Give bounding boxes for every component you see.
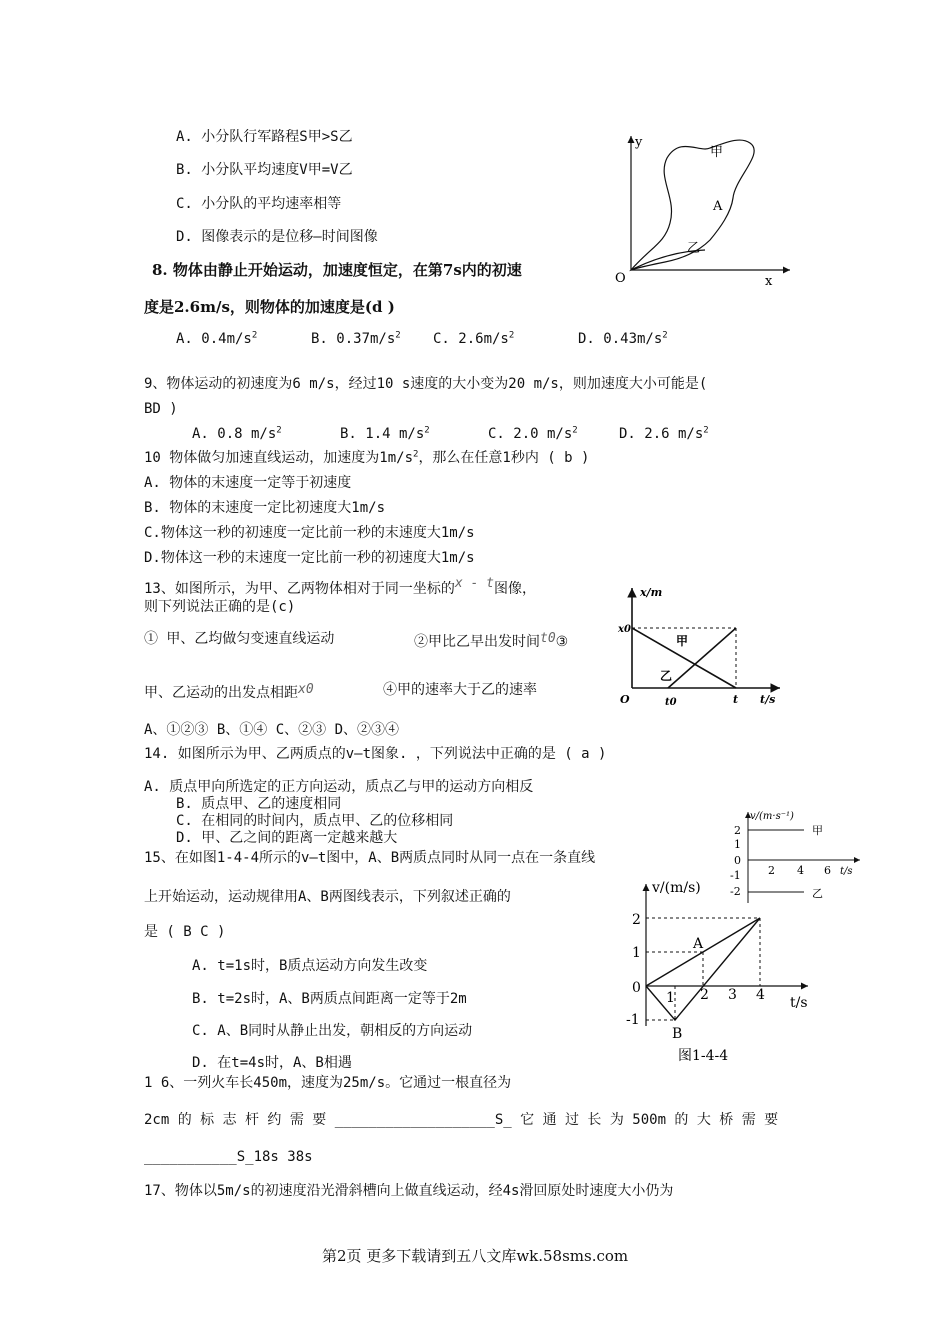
x0-label: x0 <box>618 624 631 635</box>
a-label: A <box>693 936 704 952</box>
y-label: v/(m/s) <box>652 880 701 896</box>
q14-option-c: C. 在相同的时间内，质点甲、乙的位移相同 <box>176 813 454 829</box>
svg-text:-1: -1 <box>730 869 741 882</box>
q8-option-c: C. $2.6m/s^2$ <box>433 330 515 347</box>
q7-option-d: D. 图像表示的是位移—时间图像 <box>176 229 378 245</box>
q10-stem: 10 物体做匀加速直线运动，加速度为$1m/s^2$，那么在任意1秒内 ( b ) <box>144 449 590 466</box>
svg-text:3: 3 <box>728 987 737 1003</box>
q17-line1: 17、物体以5m/s的初速度沿光滑斜槽向上做直线运动，经4s滑回原处时速度大小仍为 <box>144 1183 674 1199</box>
q15-option-b: B. t=2s时，A、B两质点间距离一定等于2m <box>192 991 467 1007</box>
q15-line2: 上开始运动，运动规律用A、B两图线表示，下列叙述正确的 <box>144 889 511 905</box>
svg-text:-1: -1 <box>626 1012 640 1028</box>
q7-option-b: B. 小分队平均速度V甲=V乙 <box>176 162 353 178</box>
x-label: x <box>765 274 773 289</box>
q9-line1: 9、物体运动的初速度为6 m/s，经过10 s速度的大小变为20 m/s，则加速度大小可能是( <box>144 376 708 392</box>
jia-label: 甲 <box>710 145 724 160</box>
q10-option-d: D.物体这一秒的末速度一定比前一秒的初速度大1m/s <box>144 550 475 566</box>
q9-option-a: A. 0.8 $m/s^2$ <box>192 425 282 442</box>
q13-figure <box>612 582 797 710</box>
y-label: y <box>635 135 643 150</box>
q7-option-a: A. 小分队行军路程S甲>S乙 <box>176 129 353 145</box>
q8-line2: 度是2.6m/s，则物体的加速度是(d ) <box>144 298 395 316</box>
q10-option-b: B. 物体的末速度一定比初速度大1m/s <box>144 500 386 516</box>
q9-line2: BD ) <box>144 401 178 417</box>
y-label: x/m <box>640 586 663 599</box>
svg-text:2: 2 <box>632 912 641 928</box>
q7-option-c: C. 小分队的平均速率相等 <box>176 196 342 212</box>
svg-text:4: 4 <box>756 987 765 1003</box>
q8-option-a: A. $0.4m/s^2$ <box>176 330 258 347</box>
svg-text:-2: -2 <box>730 885 741 898</box>
q16-line3: ___________S_18s 38s <box>144 1149 313 1165</box>
q13-options: A、①②③ B、①④ C、②③ D、②③④ <box>144 722 400 738</box>
yi-label: 乙 <box>812 887 823 900</box>
svg-text:2: 2 <box>768 864 775 877</box>
q9-option-c: C. 2.0 $m/s^2$ <box>488 425 578 442</box>
q8-option-d: D. $0.43m/s^2$ <box>578 330 668 347</box>
point-a-label: A <box>713 199 723 214</box>
yi-label: 乙 <box>687 241 701 256</box>
q14-stem: 14. 如图所示为甲、乙两质点的v—t图象. ，下列说法中正确的是 ( a ) <box>144 746 607 762</box>
line-b <box>646 918 760 1020</box>
q13-statement-4: ④甲的速率大于乙的速率 <box>383 682 537 698</box>
svg-text:1: 1 <box>666 990 675 1006</box>
y-label: v/(m·s⁻¹) <box>750 811 794 822</box>
q8-line1: 8. 物体由静止开始运动，加速度恒定，在第7s内的初速 <box>152 261 522 279</box>
q15-line1: 15、在如图1-4-4所示的v—t图中，A、B两质点同时从同一点在一条直线 <box>144 850 596 866</box>
svg-text:1: 1 <box>632 945 641 961</box>
q10-option-c: C.物体这一秒的初速度一定比前一秒的末速度大1m/s <box>144 525 475 541</box>
q10-option-a: A. 物体的末速度一定等于初速度 <box>144 475 352 491</box>
svg-text:2: 2 <box>700 987 709 1003</box>
q14-option-d: D. 甲、乙之间的距离一定越来越大 <box>176 830 398 846</box>
q15-line3: 是 ( B C ) <box>144 924 226 940</box>
q9-option-b: B. 1.4 $m/s^2$ <box>340 425 430 442</box>
origin-label: O <box>615 271 626 286</box>
t0-label: t0 <box>665 697 677 708</box>
q16-line1: 1 6、一列火车长450m，速度为25m/s。它通过一根直径为 <box>144 1075 512 1091</box>
t-label: t <box>733 693 739 706</box>
q14-option-b: B. 质点甲、乙的速度相同 <box>176 796 342 812</box>
b-label: B <box>672 1026 683 1042</box>
q13-line2: 则下列说法正确的是(c) <box>144 599 296 615</box>
jia-label: 甲 <box>676 634 689 648</box>
q9-option-d: D. 2.6 $m/s^2$ <box>619 425 709 442</box>
svg-text:t/s: t/s <box>790 995 808 1011</box>
svg-text:t/s: t/s <box>840 866 853 877</box>
q13-statement-3: 甲、乙运动的出发点相距x0 <box>144 682 314 701</box>
q15-option-c: C. A、B同时从静止出发，朝相反的方向运动 <box>192 1023 473 1039</box>
svg-text:0: 0 <box>734 854 741 867</box>
q15-option-a: A. t=1s时，B质点运动方向发生改变 <box>192 958 428 974</box>
q14-option-a: A. 质点甲向所选定的正方向运动，质点乙与甲的运动方向相反 <box>144 779 534 795</box>
svg-text:0: 0 <box>632 980 641 996</box>
q15-figure <box>618 876 818 1066</box>
figure-caption: 图1-4-4 <box>678 1048 729 1064</box>
q15-option-d: D. 在t=4s时，A、B相遇 <box>192 1055 352 1071</box>
svg-text:2: 2 <box>734 824 741 837</box>
jia-label: 甲 <box>812 824 823 837</box>
q13-line1: 13、如图所示，为甲、乙两物体相对于同一坐标的x - t图像， <box>144 576 536 597</box>
q16-line2: 2cm 的 标 志 杆 约 需 要 ___________________S_ 它 通 过 长 为 500m 的 大 桥 需 要 <box>144 1112 779 1128</box>
svg-text:1: 1 <box>734 838 741 851</box>
q13-statement-2: ②甲比乙早出发时间t0③ <box>414 631 569 650</box>
line-a <box>646 918 760 986</box>
yi-label: 乙 <box>660 669 673 683</box>
origin-label: O <box>620 693 630 706</box>
page-footer: 第2页 更多下载请到五八文库wk.58sms.com <box>322 1247 629 1265</box>
q8-option-b: B. $0.37m/s^2$ <box>311 330 401 347</box>
ts-label: t/s <box>760 693 776 706</box>
svg-text:4: 4 <box>797 864 804 877</box>
q13-statement-1: ① 甲、乙均做匀变速直线运动 <box>144 631 335 647</box>
svg-text:6: 6 <box>824 864 831 877</box>
q7-figure <box>605 128 805 290</box>
